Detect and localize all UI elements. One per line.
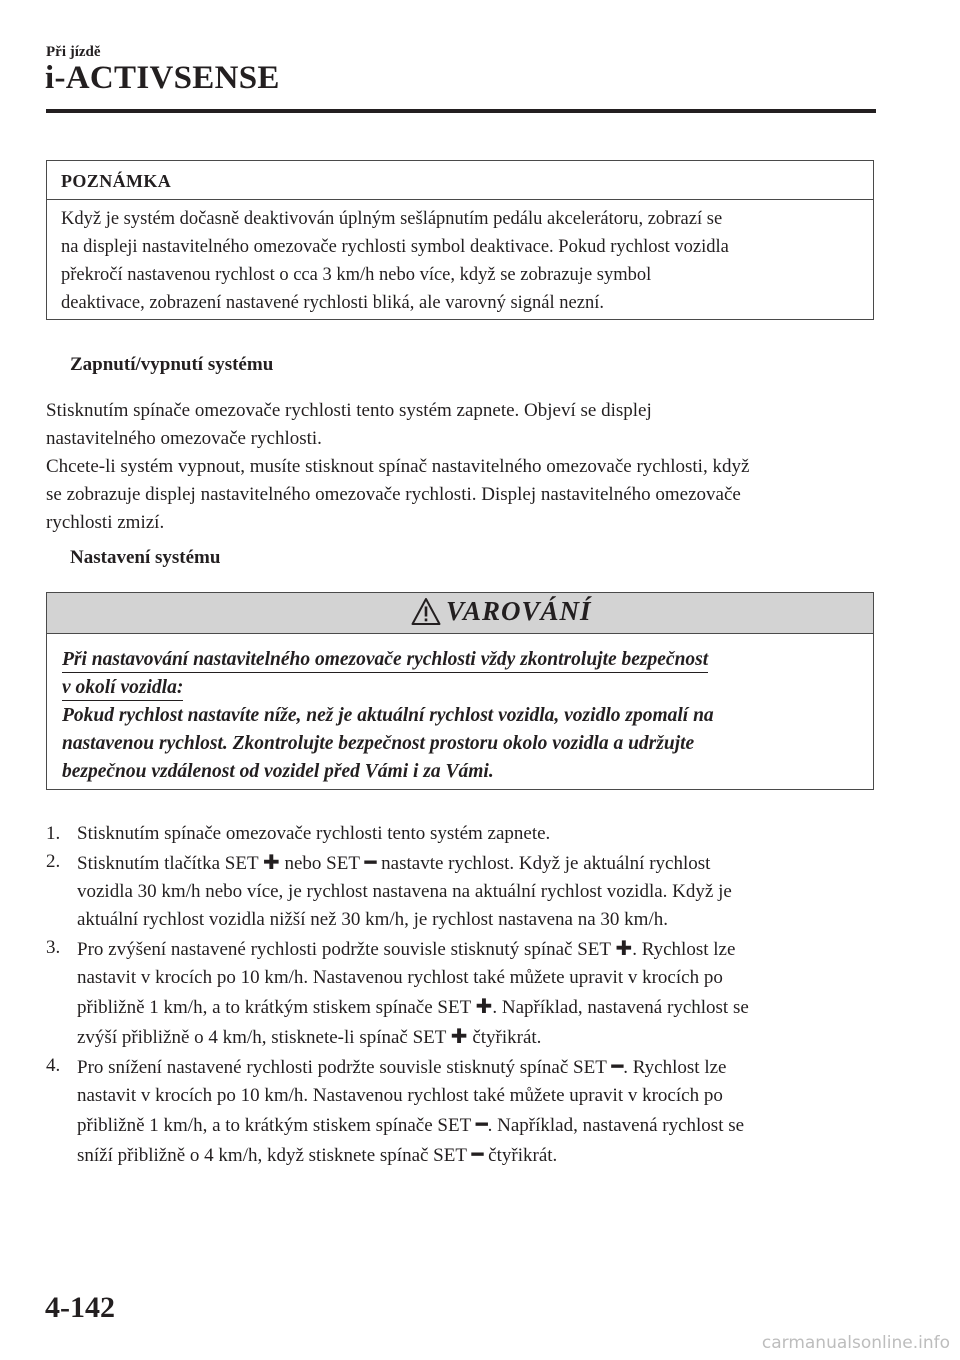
warning-line: Pokud rychlost nastavíte níže, než je aktuální rychlost vozidla, vozidlo zpomalí na — [62, 705, 714, 726]
warning-underlined-text: v okolí vozidla: — [62, 676, 183, 701]
note-body — [47, 200, 873, 317]
paragraph-line: nastavitelného omezovače rychlosti. — [46, 428, 322, 449]
warning-line — [62, 674, 861, 702]
warning-triangle-icon — [411, 597, 441, 626]
page-number: 4-142 — [45, 1291, 115, 1324]
step-line: přibližně 1 km/h, a to krátkým stiskem spínače SET ━. Například, nastavená rychlost se — [77, 1112, 745, 1136]
step-line: zvýší přibližně o 4 km/h, stisknete-li spínač SET ✚ čtyřikrát. — [77, 1024, 542, 1048]
step-line: Stisknutím tlačítka SET ✚ nebo SET ━ nastavte rychlost. Když je aktuální rychlost — [77, 850, 711, 874]
note-line: na displeji nastavitelného omezovače rychlosti symbol deaktivace. Pokud rychlost vozidla — [61, 237, 729, 257]
plus-icon: ✚ — [475, 994, 493, 1018]
warning-line: nastavenou rychlost. Zkontrolujte bezpečnost prostoru okolo vozidla a udržujte — [62, 733, 695, 754]
paragraph-line: se zobrazuje displej nastavitelného omezovače rychlosti. Displej nastavitelného omezovače — [46, 484, 741, 505]
step-number: 3. — [46, 937, 61, 958]
plus-icon: ✚ — [450, 1024, 468, 1048]
section-label: Při jízdě — [46, 44, 101, 60]
on-off-paragraph — [46, 397, 749, 537]
step-line: nastavit v krocích po 10 km/h. Nastavenou rychlost také můžete upravit v krocích po — [77, 1085, 723, 1106]
heading-settings: Nastavení systému — [70, 547, 221, 568]
header-rule — [46, 109, 876, 113]
heading-on-off: Zapnutí/vypnutí systému — [70, 354, 274, 375]
plus-icon: ✚ — [615, 936, 633, 960]
minus-icon: ━ — [611, 1054, 624, 1078]
paragraph-line: Chcete-li systém vypnout, musíte stisknout spínač nastavitelného omezovače rychlosti, když — [46, 456, 750, 477]
note-line: deaktivace, zobrazení nastavené rychlosti bliká, ale varovný signál nezní. — [61, 293, 604, 313]
note-line: Když je systém dočasně deaktivován úplným sešlápnutím pedálu akcelerátoru, zobrazí se — [61, 209, 723, 229]
list-item — [46, 1052, 749, 1170]
minus-icon: ━ — [475, 1112, 488, 1136]
warning-line: bezpečnou vzdálenost od vozidel před Vámi i za Vámi. — [62, 761, 494, 782]
step-line: nastavit v krocích po 10 km/h. Nastavenou rychlost také můžete upravit v krocích po — [77, 967, 723, 988]
list-item — [46, 934, 749, 1052]
step-number: 1. — [46, 823, 61, 844]
note-box — [46, 160, 874, 320]
step-line: přibližně 1 km/h, a to krátkým stiskem spínače SET ✚. Například, nastavená rychlost se — [77, 994, 749, 1018]
plus-icon: ✚ — [262, 850, 280, 874]
minus-icon: ━ — [471, 1142, 484, 1166]
step-line: Pro snížení nastavené rychlosti podržte souvisle stisknutý spínač SET ━. Rychlost lze — [77, 1054, 727, 1078]
warning-header — [47, 593, 873, 634]
step-line: Pro zvýšení nastavené rychlosti podržte souvisle stisknutý spínač SET ✚. Rychlost lze — [77, 936, 736, 960]
step-line: sníží přibližně o 4 km/h, když stisknete spínač SET ━ čtyřikrát. — [77, 1142, 558, 1166]
note-line: překročí nastavenou rychlost o cca 3 km/h nebo více, když se zobrazuje symbol — [61, 265, 652, 285]
warning-title: VAROVÁNÍ — [446, 596, 592, 626]
list-item — [46, 820, 749, 848]
minus-icon: ━ — [364, 850, 377, 874]
list-item — [46, 848, 749, 934]
step-number: 2. — [46, 851, 61, 872]
note-title: POZNÁMKA — [47, 161, 873, 200]
watermark: carmanualsonline.info — [761, 1333, 950, 1353]
warning-underlined-text: Při nastavování nastavitelného omezovače rychlosti vždy zkontrolujte bezpečnost — [62, 648, 708, 673]
warning-line — [62, 646, 861, 674]
section-title: i-ACTIVSENSE — [45, 60, 280, 96]
paragraph-line: rychlosti zmizí. — [46, 512, 165, 533]
step-line: aktuální rychlost vozidla nižší než 30 km/h, je rychlost nastavena na 30 km/h. — [77, 909, 668, 930]
warning-box — [46, 592, 874, 790]
steps-list — [46, 820, 749, 1170]
step-line: Stisknutím spínače omezovače rychlosti tento systém zapnete. — [77, 823, 551, 844]
step-line: vozidla 30 km/h nebo více, je rychlost nastavena na aktuální rychlost vozidla. Když je — [77, 881, 732, 902]
paragraph-line: Stisknutím spínače omezovače rychlosti tento systém zapnete. Objeví se displej — [46, 400, 652, 421]
step-number: 4. — [46, 1055, 61, 1076]
warning-body — [47, 634, 873, 786]
